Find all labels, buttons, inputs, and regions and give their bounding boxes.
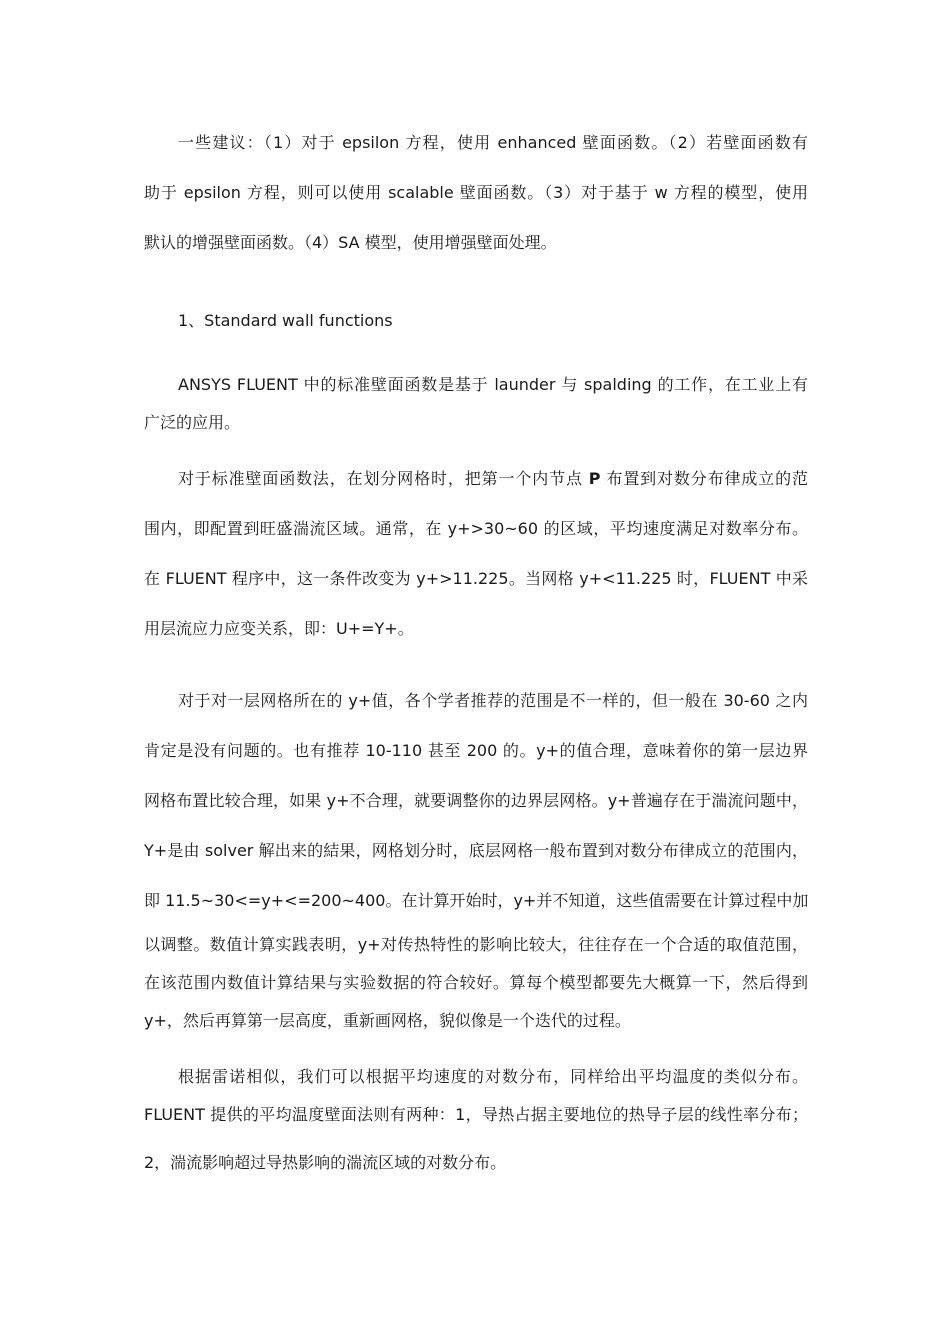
text-line: y+，然后再算第一层高度，重新画网格，貌似像是一个迭代的过程。	[144, 1011, 631, 1030]
text-span: 布置到对数分布律成立的范	[600, 469, 808, 488]
text-line: Y+是由 solver 解出来的結果，网格划分时，底层网格一般布置到对数分布律成立的范围内，	[144, 841, 808, 860]
text-line: 助于 epsilon 方程，则可以使用 scalable 壁面函数。（3）对于基于 w 方程的模型，使用	[144, 183, 808, 202]
text-line: 以调整。数值计算实践表明，y+对传热特性的影响比较大，往往存在一个合适的取值范围，	[144, 935, 808, 954]
paragraph-temperature	[144, 1058, 808, 1192]
text-line: 用层流应力应变关系，即：U+=Y+。	[144, 619, 414, 638]
bold-node-label: P	[588, 469, 601, 488]
section-heading: 1、Standard wall functions	[178, 311, 393, 330]
text-line: 在 FLUENT 程序中，这一条件改变为 y+>11.225。当网格 y+<11.225 时，FLUENT 中采	[144, 569, 808, 588]
text-line: 根据雷诺相似，我们可以根据平均速度的对数分布，同样给出平均温度的类似分布。	[178, 1067, 808, 1086]
text-line: ANSYS FLUENT 中的标准壁面函数是基于 launder 与 spalding 的工作，在工业上有	[178, 375, 808, 394]
text-line: 即 11.5~30<=y+<=200~400。在计算开始时，y+并不知道，这些值需要在计算过程中加	[144, 891, 809, 910]
text-line: FLUENT 提供的平均温度壁面法则有两种：1，导热占据主要地位的热导子层的线性率分布；	[144, 1105, 808, 1124]
text-span: 对于标准壁面函数法，在划分网格时，把第一个内节点	[178, 469, 589, 488]
paragraph-suggestions	[144, 118, 808, 268]
document-page	[144, 118, 808, 1192]
text-line: 对于对一层网格所在的 y+值，各个学者推荐的范围是不一样的，但一般在 30-60 之内	[178, 691, 808, 710]
text-line: 一些建议：（1）对于 epsilon 方程，使用 enhanced 壁面函数。（2）若壁面函数有	[178, 133, 808, 152]
text-line: 在该范围内数值计算结果与实验数据的符合较好。算每个模型都要先大概算一下，然后得到	[144, 973, 808, 992]
paragraph-standard-wall-function	[144, 454, 808, 654]
text-line: 默认的增强壁面函数。（4）SA 模型，使用增强壁面处理。	[144, 233, 557, 252]
text-line: 网格布置比较合理，如果 y+不合理，就要调整你的边界层网格。y+普遍存在于湍流问题中，	[144, 791, 808, 810]
text-line: 广泛的应用。	[144, 413, 241, 432]
paragraph-yplus	[144, 676, 808, 1040]
text-line: 肯定是没有问题的。也有推荐 10-110 甚至 200 的。y+的值合理，意味着你的第一层边界	[144, 741, 808, 760]
text-line	[144, 454, 808, 504]
text-line: 2，湍流影响超过导热影响的湍流区域的对数分布。	[144, 1153, 507, 1172]
text-line: 围内，即配置到旺盛湍流区域。通常，在 y+>30~60 的区域，平均速度满足对数率分布。	[144, 519, 808, 538]
paragraph-intro	[144, 366, 808, 442]
